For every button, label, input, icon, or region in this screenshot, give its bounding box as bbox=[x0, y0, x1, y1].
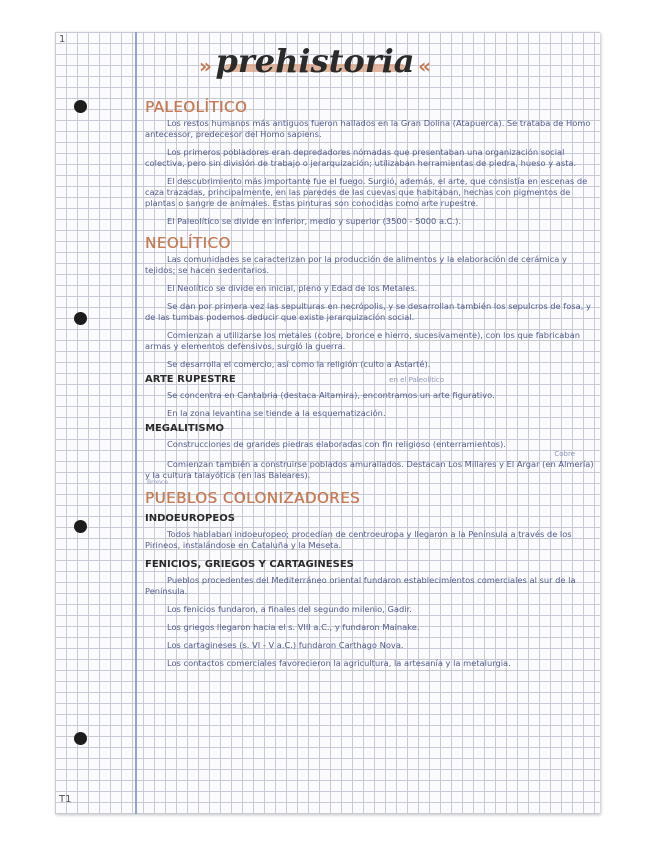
subheading-arte-rupestre bbox=[145, 370, 595, 390]
paragraph: El Neolítico se divide en inicial, pleno y Edad de los Metales. bbox=[167, 283, 418, 293]
page-title-block bbox=[195, 40, 435, 90]
margin-line bbox=[135, 32, 137, 814]
section-heading-paleolitico: PALEOLÍTICO bbox=[145, 98, 248, 116]
paragraph: Los restos humanos más antiguos fueron hallados en la Gran Dolina (Atapuerca). Se trataba de Homo antecessor, predecesor del Homo sapiens. bbox=[145, 118, 591, 139]
paragraph: Los griegos llegaron hacia el s. VIII a.C., y fundaron Mainake. bbox=[167, 622, 420, 632]
paragraph: Pueblos procedentes del Mediterráneo oriental fundaron establecimientos comerciales al sur de la Península. bbox=[145, 575, 576, 596]
paragraph: Se desarrolla el comercio, así como la religión (culto a Astarté). bbox=[167, 359, 431, 369]
title-left-mark: » bbox=[199, 54, 212, 78]
paragraph: Comienzan también a construirse poblados amurallados. Destacan Los Millares y El Argar (en Almería) y la cultura talayótica (en las Baleares). bbox=[145, 459, 594, 480]
paragraph: Los primeros pobladores eran depredadores nómadas que presentaban una organización social colectiva, pero sin división de trabajo o jerarquización; utilizaban herramientas de piedra, hueso y asta. bbox=[145, 147, 577, 168]
paragraph: En la zona levantina se tiende a la esquematización. bbox=[167, 408, 386, 418]
title-right-mark: « bbox=[418, 54, 431, 78]
paragraph: Comienzan a utilizarse los metales (cobre, bronce e hierro, sucesivamente), con los que fabricaban armas y elementos defensivos, surgió la guerra. bbox=[145, 330, 580, 351]
notebook-page bbox=[55, 32, 600, 814]
page-number-bottom: T1 bbox=[59, 794, 72, 805]
paragraph: Los cartagineses (s. VI - V a.C.) fundaron Carthago Nova. bbox=[167, 640, 404, 650]
paragraph: El Paleolítico se divide en inferior, medio y superior (3500 - 5000 a.C.). bbox=[167, 216, 461, 226]
subheading-text: ARTE RUPESTRE bbox=[145, 374, 236, 385]
paragraph: Los fenicios fundaron, a finales del segundo milenio, Gadir. bbox=[167, 604, 412, 614]
subheading-indoeuropeos: INDOEUROPEOS bbox=[145, 513, 235, 524]
subheading-fenicios: FENICIOS, GRIEGOS Y CARTAGINESES bbox=[145, 559, 354, 570]
subheading-megalitismo: MEGALITISMO bbox=[145, 423, 225, 434]
binder-hole bbox=[74, 312, 87, 325]
paragraph: Construcciones de grandes piedras elaboradas con fin religioso (enterramientos). bbox=[167, 439, 506, 449]
margin-note: Cobre bbox=[554, 450, 575, 458]
notes-content bbox=[145, 96, 595, 669]
paragraph: Se dan por primera vez las sepulturas en necrópolis, y se desarrollan también los sepulcros de fosa, y de las tumbas podemos deducir que existe jerarquización social. bbox=[145, 301, 591, 322]
section-heading-neolitico: NEOLÍTICO bbox=[145, 234, 231, 252]
paragraph: El descubrimiento más importante fue el fuego. Surgió, además, el arte, que consistía en escenas de caza trazadas, principalmente, en las paredes de las cuevas que habitaban, hechas con pigmentos de plantas o sangre de animales. Estas pinturas son conocidas como arte rupestre. bbox=[145, 176, 588, 208]
paragraph: Los contactos comerciales favorecieron la agricultura, la artesanía y la metalurgia. bbox=[167, 658, 511, 668]
binder-hole bbox=[74, 100, 87, 113]
binder-hole bbox=[74, 520, 87, 533]
page-title: prehistoria bbox=[215, 42, 415, 80]
section-heading-colonizadores: PUEBLOS COLONIZADORES bbox=[145, 489, 361, 507]
paragraph: Las comunidades se caracterizan por la producción de alimentos y la elaboración de cerámica y tejidos; se hacen sedentarios. bbox=[145, 254, 567, 275]
margin-note: en el Paleolítico bbox=[389, 376, 445, 384]
margin-note: Bronce bbox=[147, 479, 168, 486]
paragraph: Todos hablaban indoeuropeo; procedían de centroeuropa y llegaron a la Península a través de los Pirineos, instalándose en Cataluña y la Meseta. bbox=[145, 529, 572, 550]
paragraph: Se concentra en Cantabria (destaca Altamira), encontramos un arte figurativo. bbox=[167, 390, 495, 400]
page-number-top: 1 bbox=[59, 34, 66, 45]
binder-hole bbox=[74, 732, 87, 745]
